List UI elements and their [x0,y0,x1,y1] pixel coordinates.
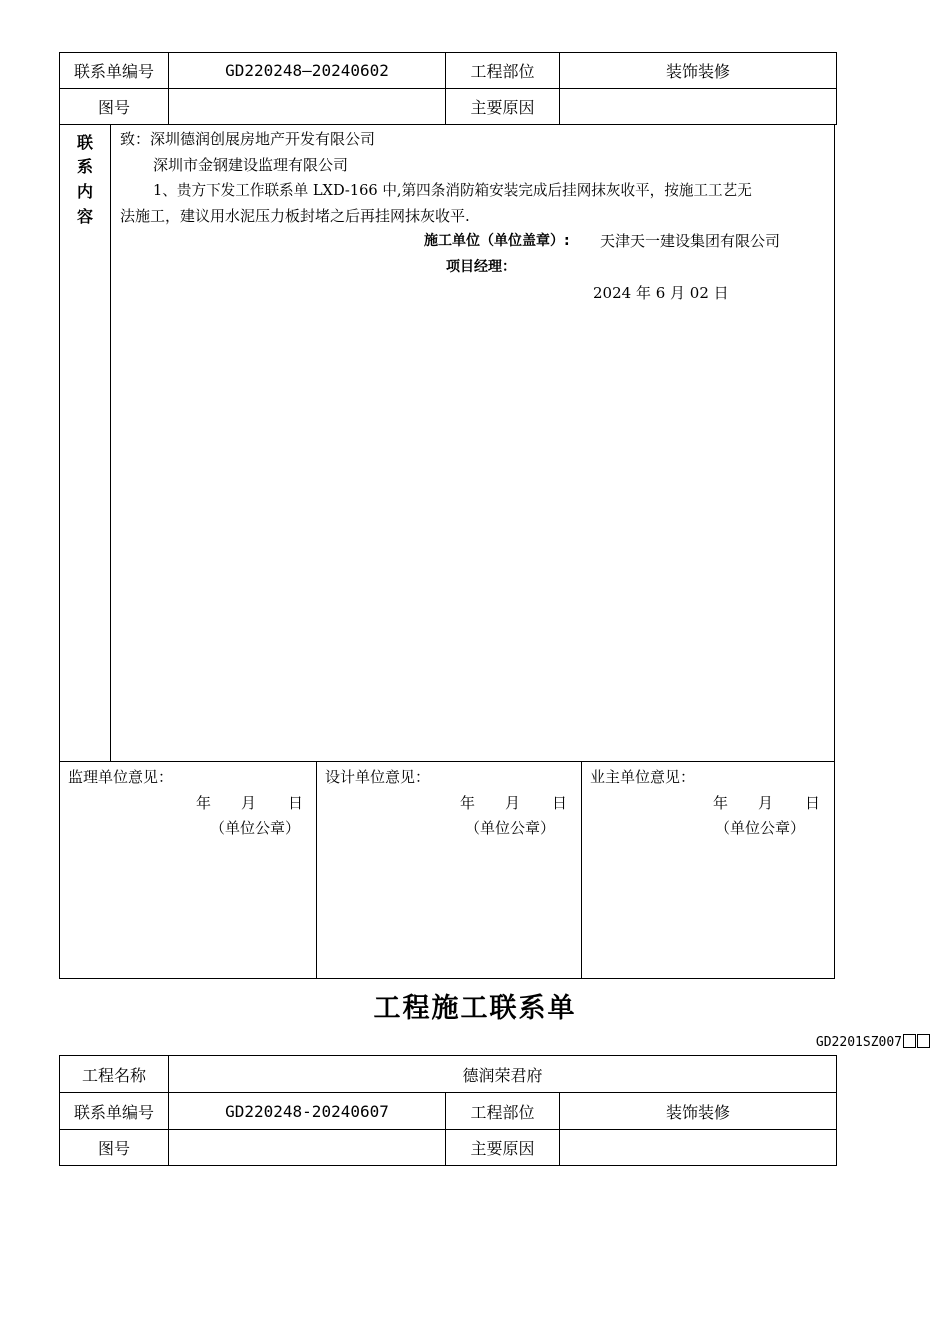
side-char-2: 系 [76,157,93,176]
main-reason-value [560,89,837,125]
designer-opinion-title: 设计单位意见： [325,768,431,786]
designer-seal-label: （单位公章） [465,819,556,837]
sign-unit-label: 施工单位（单位盖章）: [424,233,570,249]
main-reason-value [560,1130,837,1166]
drawing-no-value [169,1130,446,1166]
contact-no-value: GD220248-20240607 [169,1093,446,1130]
project-name-label: 工程名称 [60,1056,169,1093]
month-label: 月 [241,794,257,812]
supervisor-date-line [196,792,303,813]
top-info-table [59,52,837,125]
supervisor-seal-label: （单位公章） [210,819,301,837]
main-reason-label: 主要原因 [446,1130,560,1166]
designer-opinion-cell [317,762,582,978]
contact-content-side-label [59,124,111,762]
owner-seal-label: （单位公章） [715,819,806,837]
addressee-line-2: 深圳市金钢建设监理有限公司 [153,156,349,174]
side-char-3: 内 [76,182,93,201]
checkbox-icon [917,1034,930,1048]
year-label: 年 [713,794,729,812]
sign-unit-company: 天津天一建设集团有限公司 [600,232,781,250]
day-label: 日 [552,794,568,812]
main-reason-label: 主要原因 [446,89,560,125]
month-label: 月 [505,794,521,812]
owner-date-line [713,792,820,813]
contact-no-value: GD220248—20240602 [169,53,446,89]
month-label: 月 [758,794,774,812]
drawing-no-label: 图号 [60,1130,169,1166]
form-code [816,1034,930,1050]
project-part-label: 工程部位 [446,53,560,89]
side-char-4: 容 [76,207,93,226]
opinions-row [59,761,835,979]
contact-no-label: 联系单编号 [60,1093,169,1130]
project-part-value: 装饰装修 [560,1093,837,1130]
day-label: 日 [805,794,821,812]
contact-no-label: 联系单编号 [60,53,169,89]
drawing-no-label: 图号 [60,89,169,125]
day-label: 日 [288,794,304,812]
owner-opinion-title: 业主单位意见： [590,768,696,786]
project-name-value: 德润荣君府 [169,1056,837,1093]
second-info-table [59,1055,837,1166]
drawing-no-value [169,89,446,125]
body-line-2: 法施工，建议用水泥压力板封堵之后再挂网抹灰收平. [120,207,470,225]
addressee-line-1: 致：深圳德润创展房地产开发有限公司 [120,130,376,148]
body-line-1: 1、贵方下发工作联系单 LXD-166 中,第四条消防箱安装完成后挂网抹灰收平，按施工工艺无 [153,182,752,199]
side-char-1: 联 [76,133,93,152]
project-part-label: 工程部位 [446,1093,560,1130]
designer-date-line [460,792,567,813]
supervisor-opinion-title: 监理单位意见： [68,768,174,786]
supervisor-opinion-cell [60,762,317,978]
form-code-text: GD2201SZ007 [815,1035,902,1050]
year-label: 年 [196,794,212,812]
form-title: 工程施工联系单 [373,993,577,1024]
project-manager-label: 项目经理： [446,259,516,275]
owner-opinion-cell [582,762,834,978]
sign-date: 2024 年 6 月 02 日 [593,284,729,302]
checkbox-icon [903,1034,916,1048]
year-label: 年 [460,794,476,812]
project-part-value: 装饰装修 [560,53,837,89]
